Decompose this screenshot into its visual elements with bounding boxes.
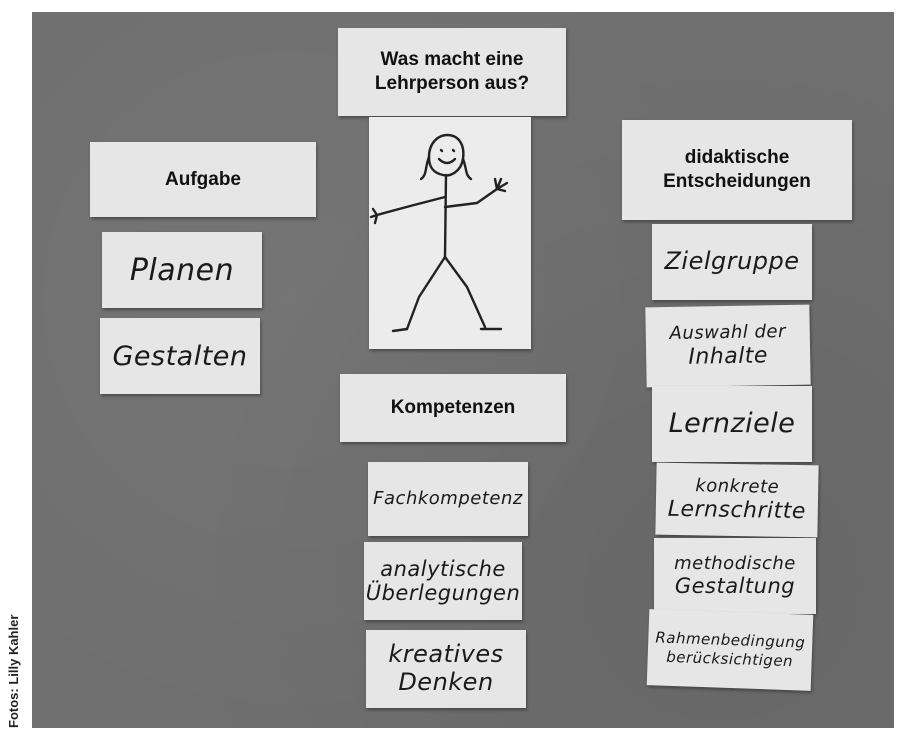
competency-card-1 xyxy=(368,462,528,536)
competencies-title-card xyxy=(340,374,566,442)
competency-3-line1: kreatives xyxy=(388,640,504,669)
stick-figure-drawing-icon xyxy=(369,117,531,349)
question-card xyxy=(338,28,566,116)
competency-card-3 xyxy=(366,630,526,708)
decision-5-line2: Gestaltung xyxy=(674,574,796,599)
decision-4-line2: Lernschritte xyxy=(667,496,807,524)
decisions-title-line1: didaktische xyxy=(684,147,790,169)
decision-6-line2: berücksichtigen xyxy=(665,647,794,671)
task-2-label: Gestalten xyxy=(112,340,248,372)
task-card-2 xyxy=(100,318,260,394)
decision-card-2 xyxy=(645,305,810,388)
decision-card-4 xyxy=(655,463,818,538)
photo-credit xyxy=(2,600,28,730)
photo-credit-text: Fotos: Lilly Kahler xyxy=(6,614,21,728)
question-line2: Lehrperson aus? xyxy=(374,73,530,94)
question-line1: Was macht eine xyxy=(380,49,524,71)
decision-4-line1: konkrete xyxy=(695,475,780,498)
competencies-title: Kompetenzen xyxy=(390,397,516,419)
task-1-label: Planen xyxy=(129,252,235,288)
stick-figure-card xyxy=(369,117,531,349)
task-card-1 xyxy=(102,232,262,308)
decision-2-line2: Inhalte xyxy=(688,342,769,370)
competency-3-line2: Denken xyxy=(398,668,494,696)
decision-card-5 xyxy=(654,538,816,614)
pinboard xyxy=(32,12,894,728)
decisions-title-card xyxy=(622,120,852,220)
decision-2-line1: Auswahl der xyxy=(669,320,787,345)
decision-card-6 xyxy=(647,609,814,691)
decisions-title-line2: Entscheidungen xyxy=(663,171,811,192)
decision-5-line1: methodische xyxy=(674,552,796,574)
decision-card-1 xyxy=(652,224,812,300)
task-title-card xyxy=(90,142,316,217)
decision-6-line1: Rahmenbedingung xyxy=(655,628,806,652)
competency-1-line1: Fachkompetenz xyxy=(373,488,523,510)
decision-1-line1: Zielgruppe xyxy=(664,247,800,276)
competency-2-line1: analytische xyxy=(380,556,506,581)
competency-2-line2: Überlegungen xyxy=(365,581,521,605)
decision-3-line1: Lernziele xyxy=(668,408,796,440)
competency-card-2 xyxy=(364,542,522,620)
task-title: Aufgabe xyxy=(165,168,241,190)
decision-card-3 xyxy=(652,386,812,462)
